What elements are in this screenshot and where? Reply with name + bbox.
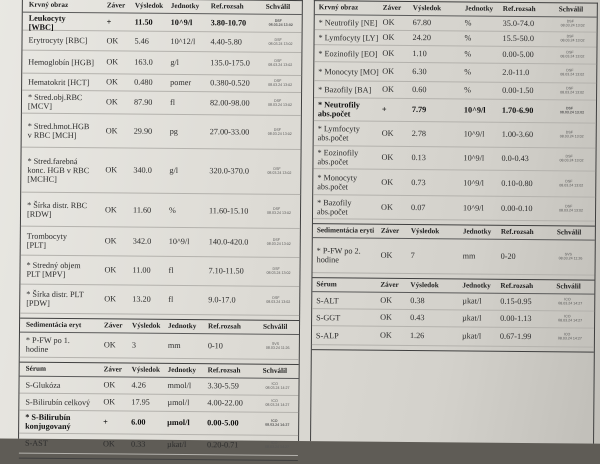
approval-stamp: 08.03.24 11:26	[265, 345, 290, 350]
header-vysledok: Výsledok	[132, 321, 161, 330]
reference-range: 27.00-33.00	[209, 127, 250, 137]
approval-stamp: SVS	[271, 341, 280, 346]
header-vysledok: Výsledok	[134, 1, 164, 10]
result-unit: pg	[169, 126, 178, 136]
approval-stamp: DSF	[566, 34, 574, 39]
test-name: * Neutrofily	[317, 100, 360, 110]
blood-count-section	[313, 1, 597, 226]
approval-stamp: 08.03.24 14:27	[265, 402, 290, 407]
reference-range: 0.00-1.13	[500, 313, 532, 324]
approval-stamp: ICO	[271, 418, 278, 423]
result-flag: OK	[382, 66, 395, 76]
header-name: Krvný obraz	[318, 3, 359, 12]
result-value: 163.0	[134, 57, 153, 67]
result-row	[22, 91, 301, 116]
approval-stamp: 08.03.24 14:27	[557, 336, 582, 341]
result-value: 3	[131, 340, 137, 350]
test-name: * Bazofily [BA]	[318, 85, 372, 95]
result-flag: OK	[380, 295, 393, 305]
approval-stamp: DSF	[272, 237, 280, 242]
approval-stamp: DSF	[272, 295, 280, 300]
result-value: 7.79	[411, 105, 427, 115]
header-zaver: Záver	[380, 226, 400, 235]
result-row	[20, 333, 299, 360]
result-value: 1.10	[412, 49, 427, 59]
approval-stamp: DSF	[565, 204, 573, 209]
result-unit: µmol/l	[167, 397, 190, 408]
result-value: 6.30	[412, 67, 427, 77]
result-unit: g/l	[170, 57, 180, 67]
test-name: S-ALP	[315, 331, 339, 341]
result-value: 11.00	[132, 265, 151, 275]
approval-stamp: 08.03.24 11:26	[558, 256, 583, 261]
header-schvalil: Schválil	[262, 322, 288, 331]
approval-stamp: 08.03.24 13:02	[559, 110, 585, 115]
header-zaver: Záver	[382, 3, 402, 12]
header-vysledok: Výsledok	[131, 365, 161, 374]
test-name: * Lymfocyty [LY]	[318, 33, 379, 43]
result-flag: +	[381, 104, 387, 114]
blood-count-section	[20, 0, 302, 321]
approval-stamp: DSF	[566, 86, 574, 91]
test-name: * Stred.obj.RBC	[27, 92, 83, 103]
result-flag: OK	[105, 126, 118, 136]
approval-stamp: DSF	[274, 58, 282, 63]
result-unit: µkat/l	[166, 439, 187, 450]
result-unit: µkat/l	[462, 313, 482, 323]
reference-range: 0.00-5.00	[502, 49, 534, 60]
test-name: [RDW]	[26, 209, 52, 219]
result-row	[22, 31, 301, 53]
test-name: PLT [MPV]	[26, 269, 66, 280]
test-name: S-GGT	[316, 313, 341, 323]
result-flag: OK	[380, 312, 392, 322]
header-name: Sérum	[25, 364, 47, 373]
test-name: abs.počet	[317, 182, 348, 192]
result-flag: OK	[380, 250, 393, 260]
result-value: 4.26	[131, 380, 146, 390]
approval-stamp: ICO	[564, 314, 571, 319]
result-value: 342.0	[132, 236, 152, 246]
approval-stamp: 08.03.24 13:02	[560, 54, 585, 59]
result-unit: mm	[462, 251, 476, 261]
result-unit: 10^9/l	[168, 236, 190, 247]
approval-stamp: 08.03.24 14:27	[265, 422, 290, 427]
approval-stamp: DSF	[566, 19, 574, 24]
header-name: Sérum	[316, 280, 337, 289]
test-name: Trombocyty	[26, 231, 68, 242]
approval-stamp: 08.03.24 13:02	[560, 72, 585, 77]
result-value: 24.20	[412, 33, 432, 43]
result-flag: OK	[382, 84, 394, 94]
approval-stamp: 08.03.24 13:02	[560, 23, 585, 28]
result-unit: 10^9/l	[463, 203, 484, 213]
reference-range: 0.10-0.80	[501, 178, 533, 189]
result-row	[312, 326, 594, 347]
header-schvalil: Schválil	[556, 228, 582, 237]
test-name: S-Bilirubín celkový	[25, 397, 91, 408]
result-unit: %	[464, 33, 472, 43]
result-flag: OK	[381, 152, 394, 162]
result-value: 87.90	[133, 97, 153, 107]
test-name: Leukocyty	[28, 13, 66, 23]
reference-range: 4.40-5.80	[210, 37, 242, 47]
reference-range: 0.15-0.95	[500, 296, 532, 307]
test-name: hodine	[316, 255, 339, 265]
result-value: 1.26	[409, 331, 425, 341]
header-jednotky: Jednotky	[464, 4, 494, 13]
reference-range: 2.0-11.0	[502, 67, 530, 78]
test-name: v RBC [MCH]	[27, 130, 77, 141]
reference-range: 15.5-50.0	[502, 33, 534, 44]
approval-stamp: DSF	[273, 166, 281, 171]
result-value: 17.95	[131, 397, 150, 407]
test-name: * Stred.hmot.HGB	[27, 121, 90, 132]
approval-stamp: 08.03.24 14:27	[558, 318, 583, 323]
approval-stamp: SVS	[564, 252, 572, 257]
header-zaver: Záver	[104, 321, 123, 330]
test-name: * Stred.farebná	[27, 156, 78, 167]
header-jednotky: Jednotky	[167, 365, 197, 375]
reference-range: 0.67-1.99	[499, 331, 532, 342]
test-name: * Monocyty [MO]	[318, 67, 379, 77]
result-value: 0.07	[411, 203, 426, 213]
reference-range: 0.00-5.00	[207, 418, 239, 428]
serum-section	[19, 363, 299, 461]
approval-stamp: ICO	[563, 332, 571, 337]
result-value: 11.50	[134, 17, 153, 27]
result-row	[19, 434, 298, 456]
result-row	[313, 195, 595, 221]
result-value: 0.13	[411, 153, 426, 163]
result-unit: %	[464, 85, 471, 95]
reference-range: 7.10-11.50	[208, 266, 244, 276]
approval-stamp: 08.03.24 13:02	[268, 41, 293, 46]
result-row	[22, 51, 301, 76]
result-flag: OK	[103, 397, 116, 407]
test-name: konc. HGB v RBC	[27, 165, 90, 176]
header-name: Sedimentácia eryt	[26, 320, 82, 330]
reference-range: 0.0-0.43	[501, 153, 529, 164]
header-zaver: Záver	[380, 280, 399, 289]
result-flag: OK	[103, 380, 116, 390]
test-name: [PLT]	[26, 240, 47, 250]
reference-range: 35.0-74.0	[502, 18, 535, 29]
result-row	[21, 193, 300, 229]
result-flag: OK	[102, 439, 115, 449]
test-name: Hematokrit [HCT]	[28, 77, 90, 88]
test-name: S-ALT	[316, 296, 339, 306]
reference-range: 0.20-0.71	[206, 440, 239, 450]
header-ref: Ref.rozsah	[207, 322, 241, 331]
approval-stamp: 08.03.24 13:02	[266, 241, 291, 246]
approval-stamp: DSF	[565, 130, 573, 135]
approval-stamp: ICO	[564, 297, 571, 302]
serum-section	[312, 278, 595, 352]
header-jednotky: Jednotky	[170, 1, 200, 11]
header-schvalil: Schválil	[265, 2, 291, 11]
test-name: * Šírka distr. PLT	[26, 289, 84, 300]
result-value: 5.46	[134, 36, 149, 46]
test-name: * P-FW po 2.	[316, 246, 361, 256]
test-name: S-AST	[24, 438, 48, 448]
approval-stamp: DSF	[273, 127, 281, 132]
approval-stamp: DSF	[566, 68, 574, 73]
result-unit: fl	[168, 265, 174, 275]
approval-stamp: DSF	[565, 154, 573, 159]
test-name: konjugovaný	[25, 421, 71, 432]
approval-stamp: 08.03.24 13:02	[267, 102, 292, 107]
result-row	[19, 411, 298, 436]
approval-stamp: 08.03.24 14:27	[265, 385, 290, 390]
result-flag: OK	[106, 77, 119, 87]
approval-stamp: 08.03.24 13:02	[268, 82, 293, 87]
approval-stamp: 08.03.24 13:02	[559, 134, 584, 139]
approval-stamp: 08.03.24 13:02	[560, 38, 585, 43]
result-value: 0.38	[410, 296, 425, 306]
reference-range: 11.60-15.10	[209, 206, 249, 216]
reference-range: 3.30-5.59	[207, 381, 239, 391]
header-schvalil: Schválil	[262, 366, 288, 375]
approval-stamp: DSF	[273, 98, 282, 103]
approval-stamp: 08.03.24 13:02	[268, 62, 293, 67]
result-row	[314, 121, 596, 148]
result-row	[313, 146, 595, 171]
result-value: 13.20	[132, 294, 151, 304]
result-flag: OK	[381, 128, 394, 138]
approval-stamp: DSF	[565, 106, 574, 111]
approval-stamp: DSF	[274, 37, 282, 42]
header-jednotky: Jednotky	[462, 227, 492, 236]
result-flag: OK	[106, 57, 119, 67]
result-flag: OK	[105, 205, 117, 215]
test-name: abs.počet	[317, 133, 349, 143]
result-flag: OK	[104, 265, 117, 275]
test-name: * Neutrofily [NE]	[318, 18, 378, 28]
header-ref: Ref.rozsah	[500, 281, 534, 291]
result-value: 7	[410, 251, 415, 261]
result-unit: pomer	[170, 77, 192, 88]
sedimentation-section	[312, 224, 594, 280]
test-name: [PDW]	[26, 298, 50, 308]
test-name: * Eozinofily [EO]	[318, 49, 378, 59]
result-value: 0.43	[410, 313, 425, 323]
header-jednotky: Jednotky	[462, 281, 491, 290]
result-flag: OK	[106, 36, 119, 46]
result-unit: µmol/l	[167, 417, 190, 428]
test-name: S-Glukóza	[25, 380, 61, 390]
test-name: * Eozinofily	[317, 148, 359, 158]
header-vysledok: Výsledok	[410, 227, 440, 236]
header-zaver: Záver	[103, 365, 123, 374]
test-name: abs.počet	[317, 109, 351, 119]
approval-stamp: 08.03.24 13:02	[268, 22, 293, 27]
result-row	[22, 114, 301, 150]
result-row	[313, 238, 595, 275]
result-unit: g/l	[169, 165, 179, 175]
approval-stamp: ICO	[271, 381, 278, 386]
test-name: * S-Bilirubín	[25, 412, 71, 423]
test-name: hodine	[25, 344, 49, 354]
reference-range: 0-20	[500, 251, 516, 261]
approval-stamp: 08.03.24 13:02	[559, 158, 584, 163]
result-flag: OK	[103, 340, 116, 350]
header-ref: Ref.rozsah	[500, 227, 534, 237]
approval-stamp: DSF	[273, 206, 281, 211]
result-unit: 10^9/l	[463, 153, 485, 163]
result-flag: OK	[381, 202, 393, 212]
result-unit: %	[464, 49, 472, 59]
left-column	[18, 0, 303, 450]
reference-range: 4.00-22.00	[207, 398, 243, 408]
result-unit: 10^9/l	[463, 105, 486, 115]
reference-range: 0.00-1.50	[502, 85, 534, 96]
result-flag: OK	[382, 48, 395, 58]
approval-stamp: 08.03.24 13:02	[559, 183, 584, 188]
result-row	[314, 62, 596, 83]
reference-range: 320.0-370.0	[209, 166, 250, 176]
header-name: Krvný obraz	[28, 0, 69, 10]
result-unit: 10^12/l	[170, 36, 196, 47]
approval-stamp: DSF	[565, 179, 573, 184]
result-flag: OK	[104, 294, 117, 304]
approval-stamp: DSF	[274, 18, 282, 23]
approval-stamp: 08.03.24 13:02	[266, 299, 291, 304]
result-unit: 10^9/l	[463, 178, 485, 188]
result-row	[21, 227, 300, 258]
test-name: [MCHC]	[27, 174, 57, 184]
approval-stamp: 08.03.24 14:27	[264, 444, 289, 449]
approval-stamp: 08.03.24 13:02	[266, 270, 291, 275]
reference-range: 9.0-17.0	[208, 295, 236, 305]
result-value: 67.80	[412, 18, 432, 28]
reference-range: 3.80-10.70	[210, 18, 247, 28]
reference-range: 0.380-0.520	[210, 78, 250, 88]
result-unit: mmol/l	[167, 380, 192, 391]
header-ref: Ref.rozsah	[207, 366, 241, 375]
approval-stamp: 08.03.24 13:02	[267, 131, 292, 136]
header-ref: Ref.rozsah	[502, 4, 536, 14]
result-unit: %	[464, 67, 472, 77]
test-name: Erytrocyty [RBC]	[28, 35, 88, 46]
header-name: Sedimentácia eryti	[316, 226, 375, 235]
result-flag: OK	[104, 236, 117, 246]
test-name: [WBC]	[28, 22, 54, 32]
sedimentation-section	[20, 319, 299, 365]
result-unit: 10^9/l	[463, 129, 485, 139]
right-column	[310, 0, 598, 443]
result-flag: OK	[382, 17, 395, 27]
reference-range: 1.70-6.90	[501, 105, 534, 116]
test-name: * Šírka distr. RBC	[27, 200, 88, 211]
test-name: [MCV]	[27, 101, 53, 111]
approval-stamp: 08.03.24 14:27	[558, 301, 583, 306]
test-name: * Monocyty	[317, 173, 358, 183]
reference-range: 0-10	[207, 341, 223, 351]
result-flag: OK	[382, 32, 395, 42]
test-name: * P-FW po 1.	[25, 335, 70, 346]
result-value: 29.90	[133, 126, 153, 136]
test-name: * Lymfocyty	[317, 124, 360, 134]
reference-range: 82.00-98.00	[209, 98, 250, 108]
header-schvalil: Schválil	[556, 282, 581, 291]
test-name: * Stredný objem	[26, 260, 81, 271]
header-vysledok: Výsledok	[410, 281, 439, 290]
header-schvalil: Schválil	[558, 5, 584, 14]
result-row	[20, 285, 299, 316]
result-row	[20, 256, 299, 287]
test-name: abs.počet	[316, 207, 348, 217]
reference-range: 1.00-3.60	[501, 129, 534, 140]
result-value: 340.0	[133, 165, 152, 175]
reference-range: 140.0-420.0	[208, 237, 249, 247]
result-flag: +	[103, 417, 108, 427]
header-vysledok: Výsledok	[412, 4, 442, 13]
test-name: Hemoglobín [HGB]	[28, 57, 95, 68]
result-unit: µkat/l	[461, 331, 482, 341]
approval-stamp: 08.03.24 13:02	[267, 170, 292, 175]
header-jednotky: Jednotky	[168, 321, 197, 331]
reference-range: 135.0-175.0	[210, 58, 250, 68]
result-value: 6.00	[131, 417, 146, 427]
result-flag: OK	[105, 165, 118, 175]
approval-stamp: 08.03.24 13:02	[267, 210, 292, 215]
result-row	[21, 148, 300, 195]
result-unit: %	[464, 18, 472, 28]
result-row	[314, 98, 596, 123]
result-value: 11.60	[133, 205, 152, 215]
result-value: 0.73	[411, 178, 426, 188]
result-value: 0.33	[130, 439, 146, 449]
result-unit: fl	[168, 294, 174, 304]
approval-stamp: DSF	[272, 266, 280, 271]
result-value: 0.480	[134, 77, 153, 87]
result-value: 0.60	[412, 85, 427, 95]
test-name: abs.počet	[317, 157, 349, 167]
result-flag: +	[106, 17, 112, 27]
result-unit: 10^9/l	[170, 17, 193, 28]
result-row	[23, 13, 302, 33]
result-flag: OK	[381, 177, 394, 187]
result-flag: OK	[105, 97, 118, 107]
result-unit: %	[169, 205, 176, 215]
approval-stamp: ICO	[271, 440, 278, 445]
result-unit: fl	[169, 97, 176, 107]
approval-stamp: DSF	[274, 78, 282, 83]
approval-stamp: 08.03.24 13:02	[560, 90, 585, 95]
approval-stamp: DSF	[566, 50, 574, 55]
result-row	[313, 169, 595, 197]
approval-stamp: 08.03.24 13:02	[559, 208, 584, 213]
result-unit: µkat/l	[462, 296, 482, 306]
header-zaver: Záver	[106, 1, 126, 10]
result-unit: mm	[167, 340, 181, 351]
header-ref: Ref.rozsah	[210, 2, 244, 11]
reference-range: 0.00-0.10	[501, 203, 533, 214]
result-flag: OK	[379, 330, 392, 340]
approval-stamp: ICO	[271, 398, 278, 403]
test-name: * Bazofily	[317, 198, 352, 208]
result-value: 2.78	[411, 129, 427, 139]
